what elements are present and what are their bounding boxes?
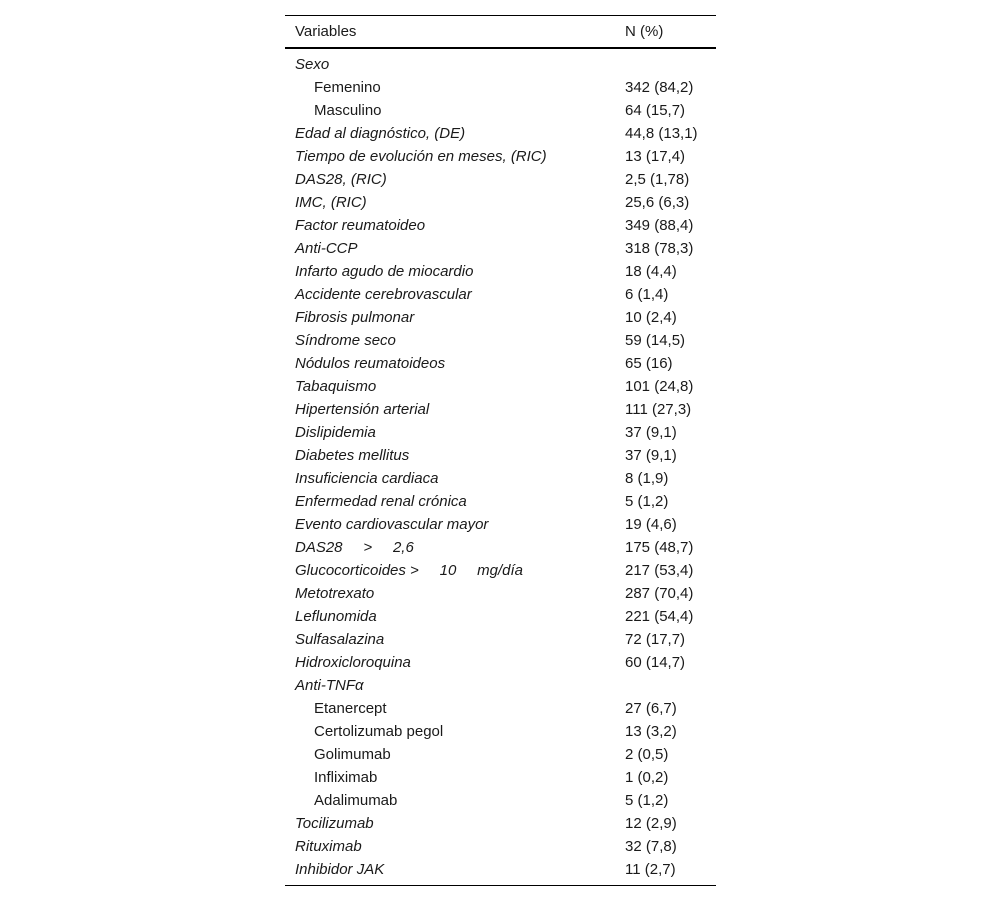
table-row bbox=[285, 605, 716, 628]
row-value: 11 (2,7) bbox=[625, 861, 676, 878]
row-value: 342 (84,2) bbox=[625, 79, 694, 96]
row-variable-label: Golimumab bbox=[314, 746, 391, 763]
row-variable-label: DAS28 > 2,6 bbox=[295, 539, 414, 556]
table-row bbox=[285, 99, 716, 122]
row-value: 65 (16) bbox=[625, 355, 673, 372]
row-variable-label: Hidroxicloroquina bbox=[295, 654, 411, 671]
row-value: 318 (78,3) bbox=[625, 240, 694, 257]
row-variable-label: Infarto agudo de miocardio bbox=[295, 263, 474, 280]
row-value: 12 (2,9) bbox=[625, 815, 677, 832]
row-variable-label: Sexo bbox=[295, 56, 330, 73]
row-value bbox=[616, 48, 716, 76]
row-variable-label: Certolizumab pegol bbox=[314, 723, 444, 740]
row-variable-label: Masculino bbox=[314, 102, 382, 119]
row-value: 5 (1,2) bbox=[625, 493, 669, 510]
header-variables: Variables bbox=[295, 23, 357, 40]
row-value: 287 (70,4) bbox=[625, 585, 694, 602]
table-row bbox=[285, 421, 716, 444]
row-variable-label: Síndrome seco bbox=[295, 332, 396, 349]
row-variable-label: DAS28, (RIC) bbox=[295, 171, 387, 188]
table-header bbox=[285, 16, 716, 49]
row-variable-label: Diabetes mellitus bbox=[295, 447, 410, 464]
row-value: 349 (88,4) bbox=[625, 217, 694, 234]
table-row bbox=[285, 260, 716, 283]
table-row bbox=[285, 467, 716, 490]
row-variable-label: Sulfasalazina bbox=[295, 631, 385, 648]
table-row bbox=[285, 812, 716, 835]
table-row bbox=[285, 628, 716, 651]
row-variable-label: Hipertensión arterial bbox=[295, 401, 430, 418]
table-row bbox=[285, 674, 716, 697]
table-row bbox=[285, 352, 716, 375]
row-variable-label: Tabaquismo bbox=[295, 378, 377, 395]
table-row bbox=[285, 490, 716, 513]
table-row bbox=[285, 444, 716, 467]
row-variable-label: Metotrexato bbox=[295, 585, 375, 602]
table-row bbox=[285, 168, 716, 191]
row-value: 59 (14,5) bbox=[625, 332, 686, 349]
table-row bbox=[285, 858, 716, 886]
row-value: 18 (4,4) bbox=[625, 263, 677, 280]
row-variable-label: Rituximab bbox=[295, 838, 362, 855]
table-row bbox=[285, 329, 716, 352]
characteristics-table-container bbox=[285, 15, 716, 886]
table-row bbox=[285, 375, 716, 398]
row-value: 2,5 (1,78) bbox=[625, 171, 690, 188]
table-row bbox=[285, 283, 716, 306]
row-value: 8 (1,9) bbox=[625, 470, 669, 487]
row-variable-label: Femenino bbox=[314, 79, 381, 96]
row-value: 44,8 (13,1) bbox=[625, 125, 698, 142]
table-row bbox=[285, 536, 716, 559]
table-row bbox=[285, 306, 716, 329]
row-value: 101 (24,8) bbox=[625, 378, 694, 395]
row-value: 2 (0,5) bbox=[625, 746, 669, 763]
row-variable-label: Infliximab bbox=[314, 769, 378, 786]
row-value: 32 (7,8) bbox=[625, 838, 677, 855]
row-value: 221 (54,4) bbox=[625, 608, 694, 625]
row-value: 6 (1,4) bbox=[625, 286, 669, 303]
row-value: 27 (6,7) bbox=[625, 700, 677, 717]
row-variable-label: Adalimumab bbox=[314, 792, 398, 809]
table-row bbox=[285, 743, 716, 766]
table-row bbox=[285, 214, 716, 237]
row-value: 60 (14,7) bbox=[625, 654, 686, 671]
table-row bbox=[285, 720, 716, 743]
table-row bbox=[285, 789, 716, 812]
row-variable-label: Inhibidor JAK bbox=[295, 861, 385, 878]
row-variable-label: Anti-TNFα bbox=[295, 677, 364, 694]
table-body bbox=[285, 48, 716, 886]
row-variable-label: Factor reumatoideo bbox=[295, 217, 426, 234]
row-value: 37 (9,1) bbox=[625, 424, 677, 441]
table-row bbox=[285, 697, 716, 720]
row-value: 13 (3,2) bbox=[625, 723, 677, 740]
row-value: 111 (27,3) bbox=[625, 401, 692, 418]
row-variable-label: Tiempo de evolución en meses, (RIC) bbox=[295, 148, 547, 165]
row-variable-label: Leflunomida bbox=[295, 608, 377, 625]
row-variable-label: Enfermedad renal crónica bbox=[295, 493, 467, 510]
row-value: 13 (17,4) bbox=[625, 148, 686, 165]
table-row bbox=[285, 191, 716, 214]
row-variable-label: Accidente cerebrovascular bbox=[295, 286, 472, 303]
row-value: 5 (1,2) bbox=[625, 792, 669, 809]
table-row bbox=[285, 766, 716, 789]
table-row bbox=[285, 513, 716, 536]
row-value: 25,6 (6,3) bbox=[625, 194, 690, 211]
table-row bbox=[285, 145, 716, 168]
row-value: 72 (17,7) bbox=[625, 631, 686, 648]
table-row bbox=[285, 835, 716, 858]
row-variable-label: Tocilizumab bbox=[295, 815, 374, 832]
table-row bbox=[285, 237, 716, 260]
row-value: 37 (9,1) bbox=[625, 447, 677, 464]
row-variable-label: Glucocorticoides > 10 mg/día bbox=[295, 562, 524, 579]
table-row bbox=[285, 122, 716, 145]
row-value: 64 (15,7) bbox=[625, 102, 686, 119]
row-variable-label: Anti-CCP bbox=[295, 240, 358, 257]
row-variable-label: Edad al diagnóstico, (DE) bbox=[295, 125, 466, 142]
table-row bbox=[285, 76, 716, 99]
characteristics-table bbox=[285, 15, 716, 886]
row-value: 10 (2,4) bbox=[625, 309, 677, 326]
table-row bbox=[285, 398, 716, 421]
row-value: 1 (0,2) bbox=[625, 769, 669, 786]
row-value: 175 (48,7) bbox=[625, 539, 694, 556]
row-variable-label: Insuficiencia cardiaca bbox=[295, 470, 439, 487]
row-value: 217 (53,4) bbox=[625, 562, 694, 579]
row-value bbox=[616, 674, 716, 697]
table-row bbox=[285, 651, 716, 674]
row-variable-label: Nódulos reumatoideos bbox=[295, 355, 446, 372]
row-variable-label: Evento cardiovascular mayor bbox=[295, 516, 489, 533]
row-value: 19 (4,6) bbox=[625, 516, 677, 533]
row-variable-label: Fibrosis pulmonar bbox=[295, 309, 415, 326]
header-n-percent: N (%) bbox=[625, 23, 664, 40]
row-variable-label: Etanercept bbox=[314, 700, 387, 717]
table-row bbox=[285, 582, 716, 605]
row-variable-label: Dislipidemia bbox=[295, 424, 376, 441]
row-variable-label: IMC, (RIC) bbox=[295, 194, 367, 211]
table-row bbox=[285, 559, 716, 582]
table-row bbox=[285, 48, 716, 76]
header-row bbox=[285, 16, 716, 49]
